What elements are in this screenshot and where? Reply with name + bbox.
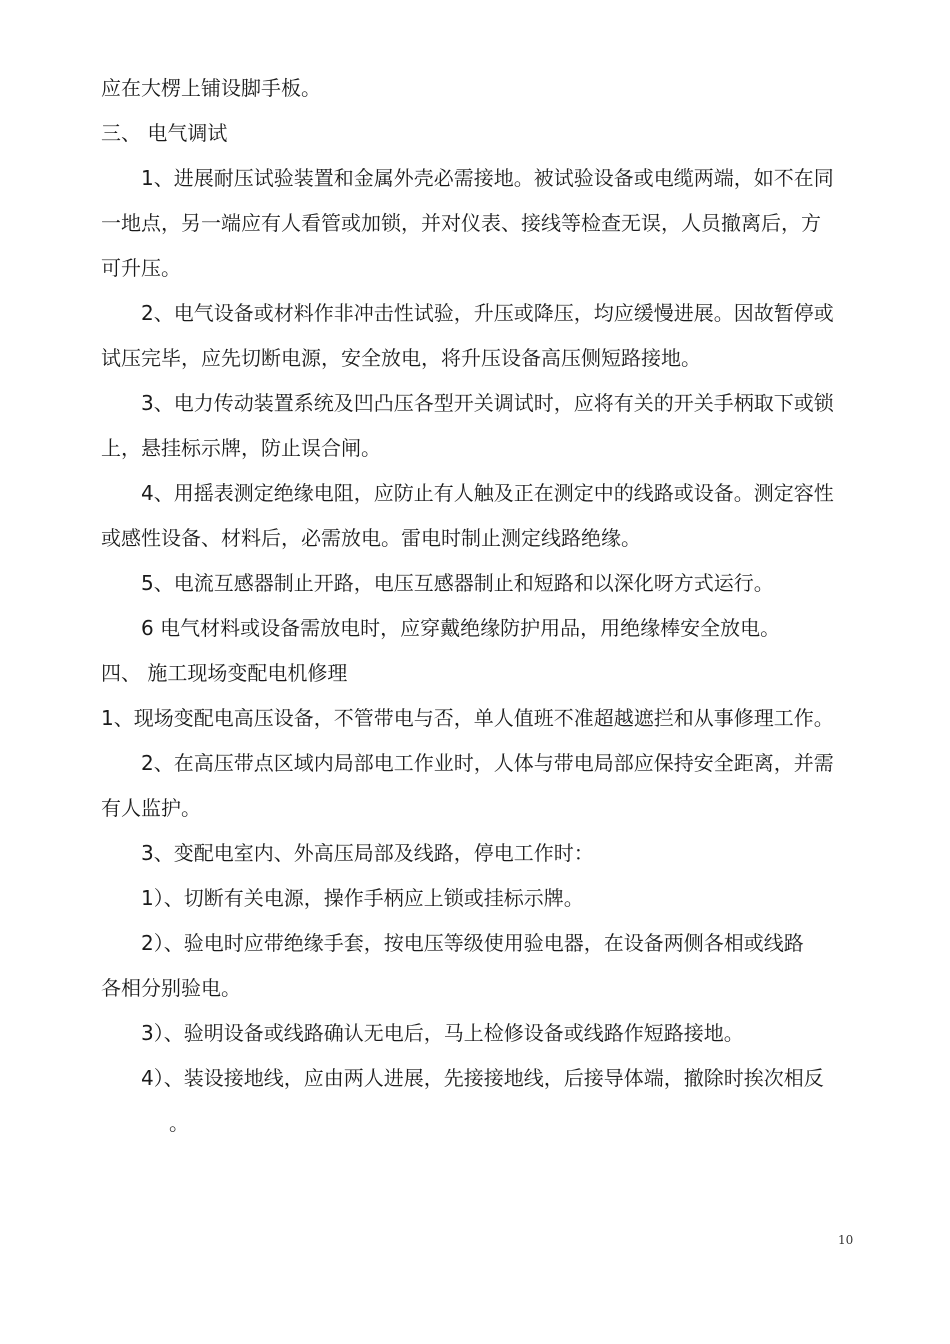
text-line: 应在大楞上铺设脚手板。	[101, 76, 321, 100]
paragraph-line: 2、在高压带点区域内局部电工作业时，人体与带电局部应保持安全距离，并需	[141, 751, 834, 775]
paragraph-line: 一地点，另一端应有人看管或加锁，并对仪表、接线等检查无误，人员撤离后，方	[101, 211, 821, 235]
paragraph-line: 2、电气设备或材料作非冲击性试验，升压或降压，均应缓慢进展。因故暂停或	[141, 301, 834, 325]
paragraph-line: 4、用摇表测定绝缘电阻，应防止有人触及正在测定中的线路或设备。测定容性	[141, 481, 834, 505]
paragraph-line: 或感性设备、材料后，必需放电。雷电时制止测定线路绝缘。	[101, 526, 641, 550]
paragraph-line: 有人监护。	[101, 796, 201, 820]
document-body	[101, 66, 915, 1146]
paragraph-line: 3、电力传动装置系统及凹凸压各型开关调试时，应将有关的开关手柄取下或锁	[141, 391, 834, 415]
paragraph-line: 1、进展耐压试验装置和金属外壳必需接地。被试验设备或电缆两端，如不在同	[141, 166, 834, 190]
list-item-line: 各相分别验电。	[101, 976, 241, 1000]
section-heading: 四、 施工现场变配电机修理	[101, 661, 348, 685]
paragraph-line: 6 电气材料或设备需放电时，应穿戴绝缘防护用品，用绝缘棒安全放电。	[141, 616, 781, 640]
paragraph-line: 5、电流互感器制止开路，电压互感器制止和短路和以深化呀方式运行。	[141, 571, 774, 595]
list-item-line: 3）、验明设备或线路确认无电后，马上检修设备或线路作短路接地。	[141, 1021, 744, 1045]
paragraph-line: 试压完毕，应先切断电源，安全放电，将升压设备高压侧短路接地。	[101, 346, 701, 370]
list-item-line: 4）、装设接地线，应由两人进展，先接接地线，后接导体端，撤除时挨次相反	[141, 1066, 824, 1090]
paragraph-line: 3、变配电室内、外高压局部及线路，停电工作时：	[141, 841, 594, 865]
list-item-line: 2）、验电时应带绝缘手套，按电压等级使用验电器，在设备两侧各相或线路	[141, 931, 804, 955]
list-item-line: 。	[169, 1111, 189, 1135]
paragraph-line: 上，悬挂标示牌，防止误合闸。	[101, 436, 381, 460]
paragraph-line: 可升压。	[101, 256, 181, 280]
section-heading: 三、 电气调试	[101, 121, 228, 145]
paragraph-line: 1、现场变配电高压设备，不管带电与否，单人值班不准超越遮拦和从事修理工作。	[101, 706, 834, 730]
list-item-line: 1）、切断有关电源，操作手柄应上锁或挂标示牌。	[141, 886, 584, 910]
page-number: 10	[838, 1233, 854, 1247]
